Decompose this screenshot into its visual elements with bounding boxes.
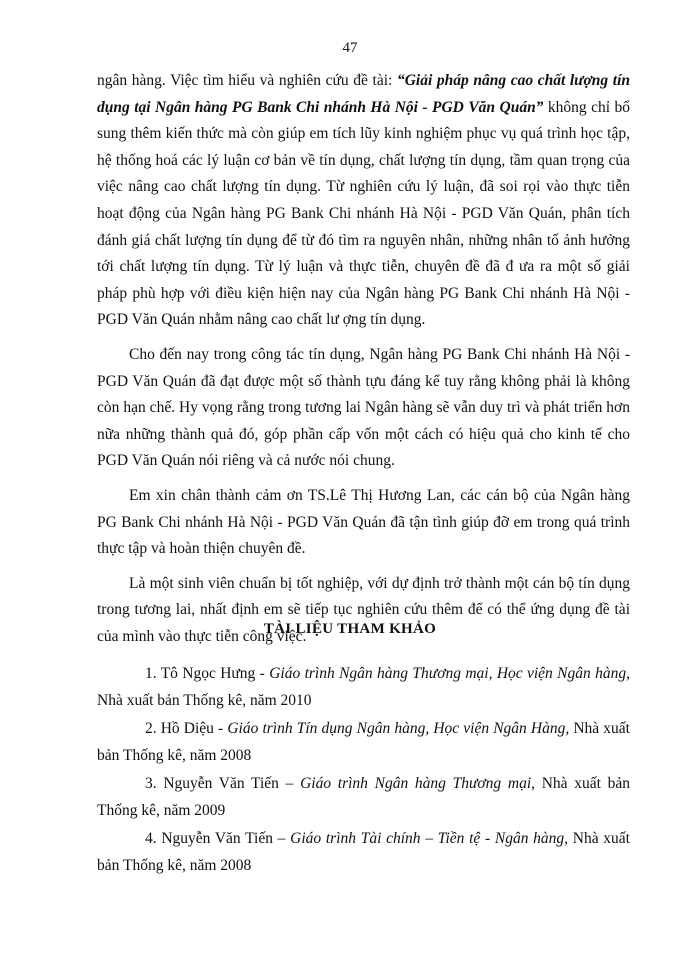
reference-item <box>97 825 630 879</box>
thesis-title: “Giải pháp nâng cao chất lượng tín dụng tại Ngân hàng PG Bank Chi nhánh Hà Nội - PGD Văn Quán” <box>97 72 631 116</box>
paragraph-4: Là một sinh viên chuẩn bị tốt nghiệp, với dự định trở thành một cán bộ tín dụng trong tương lai, nhất định em sẽ tiếp tục nghiên cứu thêm để có thể ứng dụng đề tài của mình vào thực tiễn công việc. <box>97 574 630 645</box>
references-heading: TÀI LIỆU THAM KHẢO <box>263 621 437 637</box>
paragraph-1-rest: không chỉ bổ sung thêm kiến thức mà còn giúp em tích lũy kinh nghiệm phục vụ quá trình học tập, hệ thống hoá các lý luận cơ bản về tín dụng, chất lượng tín dụng, tầm quan trọng của việc nâng cao chất lượng tín dụng. Từ nghiên cứu lý luận, đã soi rọi vào thực tiễn hoạt động của Ngân hàng PG Bank Chi nhánh Hà Nội - PGD Văn Quán, phân tích đánh giá chất lượng tín dụng để từ đó tìm ra nguyên nhân, những nhân tố ảnh hưởng tới chất lượng tín dụng. Từ lý luận và thực tiễn, chuyên đề đã đ ưa ra một số giải pháp phù hợp với điều kiện hiện nay của Ngân hàng PG Bank Chi nhánh Hà Nội - PGD Văn Quán nhằm nâng cao chất lư ợng tín dụng. <box>97 98 630 329</box>
reference-item <box>97 770 630 824</box>
reference-publisher: , Nhà xuất bản Thống kê, năm 2008 <box>97 830 630 874</box>
reference-publisher: , Nhà xuất bản Thống kê, năm 2010 <box>97 665 630 709</box>
reference-title: Giáo trình Tài chính – Tiền tệ - Ngân hàng <box>290 830 565 847</box>
reference-item <box>97 660 630 714</box>
references-list <box>97 660 630 879</box>
reference-author: 3. Nguyễn Văn Tiến – <box>145 775 301 792</box>
reference-author: 2. Hồ Diệu - <box>145 720 228 737</box>
reference-author: 1. Tô Ngọc Hưng - <box>145 665 270 682</box>
reference-publisher: , Nhà xuất bản Thống kê, năm 2009 <box>97 775 630 819</box>
page-number: 47 <box>342 40 358 56</box>
paragraph-3: Em xin chân thành cảm ơn TS.Lê Thị Hương Lan, các cán bộ của Ngân hàng PG Bank Chi nhánh Hà Nội - PGD Văn Quán đã tận tình giúp đỡ em trong quá trình thực tập và hoàn thiện chuyên đề. <box>97 486 630 558</box>
paragraph-1 <box>97 68 630 334</box>
reference-publisher: Nhà xuất bản Thống kê, năm 2008 <box>97 720 630 764</box>
reference-title: Giáo trình Tín dụng Ngân hàng, Học viện Ngân Hàng, <box>227 720 570 737</box>
reference-title: Giáo trình Ngân hàng Thương mại, Học viện Ngân hàng <box>269 665 627 682</box>
reference-item <box>97 715 630 769</box>
reference-title: Giáo trình Ngân hàng Thương mại <box>300 775 532 792</box>
reference-author: 4. Nguyễn Văn Tiến – <box>145 830 291 847</box>
paragraph-1-lead: ngân hàng. Việc tìm hiểu và nghiên cứu đề tài: <box>97 72 397 89</box>
body-text <box>97 68 630 650</box>
paragraph-2: Cho đến nay trong công tác tín dụng, Ngân hàng PG Bank Chi nhánh Hà Nội - PGD Văn Quán đã đạt được một số thành tựu đáng kể tuy rằng không phải là không còn hạn chế. Hy vọng rằng trong tương lai Ngân hàng sẽ vẫn duy trì và phát triển hơn nữa những thành quả đó, góp phần cấp vốn một cách có hiệu quả cho kinh tế cho PGD Văn Quán nói riêng và cả nước nói chung. <box>97 345 630 470</box>
